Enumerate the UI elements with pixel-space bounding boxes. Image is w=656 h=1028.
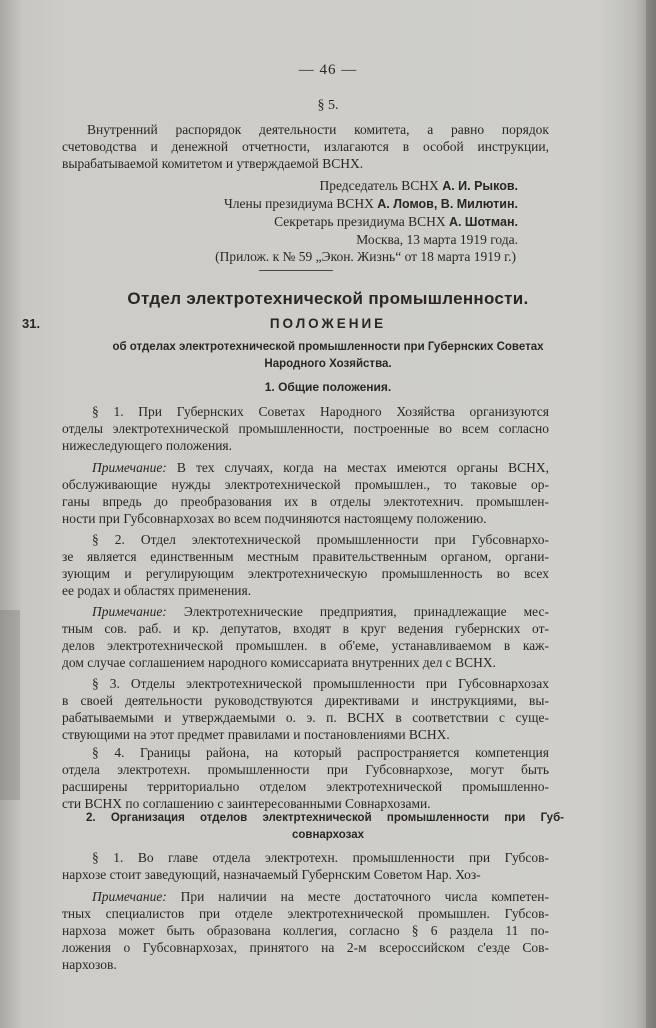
paragraph-line: в своей деятельности руководствуются директивами и инструкциями, вы- — [62, 693, 549, 708]
note-line: ганы впредь до преобразования их в отделы электотехнич. промышлен- — [62, 494, 549, 509]
paragraph-line: нархозе стоит заведующий, назначаемый Губернским Советом Нар. Хоз- — [62, 867, 481, 882]
chair-role: Председатель ВСНХ — [319, 178, 439, 193]
paragraph-line: зующим и регулирующим электротехническую промышленность во всех — [62, 566, 549, 581]
source-note: (Прилож. к № 59 „Экон. Жизнь“ от 18 марта 1919 г.) — [215, 249, 516, 264]
section-5-line: вырабатываемой комитетом и утверждаемой ВСНХ. — [62, 156, 364, 171]
document-number: 31. — [22, 316, 41, 331]
paragraph-line: расширены территориально отделом электротехнической промышленно- — [62, 779, 549, 794]
signature-secretary — [274, 214, 518, 230]
note-line: нархозов. — [62, 957, 117, 972]
page-edge-shadow — [646, 0, 656, 1028]
members-names: А. Ломов, В. Милютин. — [377, 197, 518, 211]
paragraph-line: § 4. Границы района, на который распространяется компетенция — [92, 745, 549, 760]
paragraph-line: сти ВСНХ по соглашению с заинтересованными Совнархозами. — [62, 796, 431, 811]
note-label: Примечание: — [92, 460, 167, 475]
note-line: делов электротехнической промышлен. в об'еме, устанавливаемом в каж- — [62, 638, 549, 653]
note-line: Примечание: Электротехнические предприятия, принадлежащие мес- — [92, 604, 549, 619]
paragraph-line: рабатываемыми и утверждаемыми о. э. п. ВСНХ в соответствии с суще- — [62, 710, 549, 725]
page-stain — [0, 610, 20, 800]
paragraph-line: нижеследующего положения. — [62, 438, 233, 453]
document-heading: ПОЛОЖЕНИЕ — [269, 316, 387, 331]
note-line: Примечание: При наличии на месте достаточного числа компетен- — [92, 889, 549, 904]
note-line: ложения о Губсовнархозах, принятого на 2-м всероссийском с'езде Сов- — [62, 940, 549, 955]
paragraph-line: отделы электротехнической промышленности, построенные во всем согласно — [62, 421, 549, 436]
page-number: — 46 — — [298, 62, 358, 78]
note-line: ности при Губсовнархозах во всем подчиняются настоящему положению. — [62, 511, 487, 526]
note-line: дом случае соглашением народного комиссариата внутренних дел с ВСНХ. — [62, 655, 496, 670]
note-label: Примечание: — [92, 889, 167, 904]
section-5-heading: § 5. — [317, 98, 339, 113]
paragraph-line: ее родах и областях применения. — [62, 583, 252, 598]
part-2-heading: 2. Организация отделов электртехнической промышленности при Губ- — [86, 812, 564, 824]
note-line: обслуживающие нужды электротехнической промышлен., то таковые ор- — [62, 477, 549, 492]
note-line: тных специалистов при отделе электротехнической промышлен. Губсов- — [62, 906, 549, 921]
place-date: Москва, 13 марта 1919 года. — [356, 232, 518, 247]
chair-name: А. И. Рыков. — [442, 179, 518, 193]
paragraph-line: § 3. Отделы электротехнической промышленности при Губсовнархозах — [92, 676, 549, 691]
paragraph-line: § 1. Во главе отдела электротехн. промышленности при Губсов- — [92, 850, 549, 865]
divider-rule — [259, 270, 333, 271]
signature-members — [224, 196, 518, 212]
document-subtitle: Народного Хозяйства. — [264, 358, 392, 370]
part-1-heading: 1. Общие положения. — [264, 380, 392, 394]
section-5-line: Внутренний распорядок деятельности комитета, а равно порядок — [87, 122, 549, 137]
paragraph-line: отдела электротехн. промышленности при Губсовнархозе, могут быть — [62, 762, 549, 777]
section-5-line: счетоводства и денежной отчетности, излагаются в особой инструкции, — [62, 139, 549, 154]
part-2-heading: совнархозах — [291, 829, 365, 841]
paragraph-line: ствующими на этот предмет правилами и постановлениями ВСНХ. — [62, 727, 450, 742]
note-line: Примечание: В тех случаях, когда на местах имеются органы ВСНХ, — [92, 460, 549, 475]
note-label: Примечание: — [92, 604, 167, 619]
note-line: нархоза может быть образована коллегия, согласно § 6 раздела 11 по- — [62, 923, 549, 938]
secretary-role: Секретарь президиума ВСНХ — [274, 214, 446, 229]
signature-chair — [319, 178, 518, 194]
note-line: тным сов. раб. и кр. депутатов, входят в круг ведения губернских от- — [62, 621, 549, 636]
members-role: Члены президиума ВСНХ — [224, 196, 374, 211]
secretary-name: А. Шотман. — [448, 215, 518, 229]
document-subtitle: об отделах электротехнической промышленности при Губернских Советах — [112, 341, 544, 353]
paragraph-line: § 1. При Губернских Советах Народного Хозяйства организуются — [92, 404, 549, 419]
paragraph-line: § 2. Отдел электотехнической промышленности при Губсовнархо- — [92, 532, 549, 547]
paragraph-line: зе является единственным местным правительственным органом, органи- — [62, 549, 549, 564]
department-title: Отдел электротехнической промышленности. — [127, 289, 529, 308]
